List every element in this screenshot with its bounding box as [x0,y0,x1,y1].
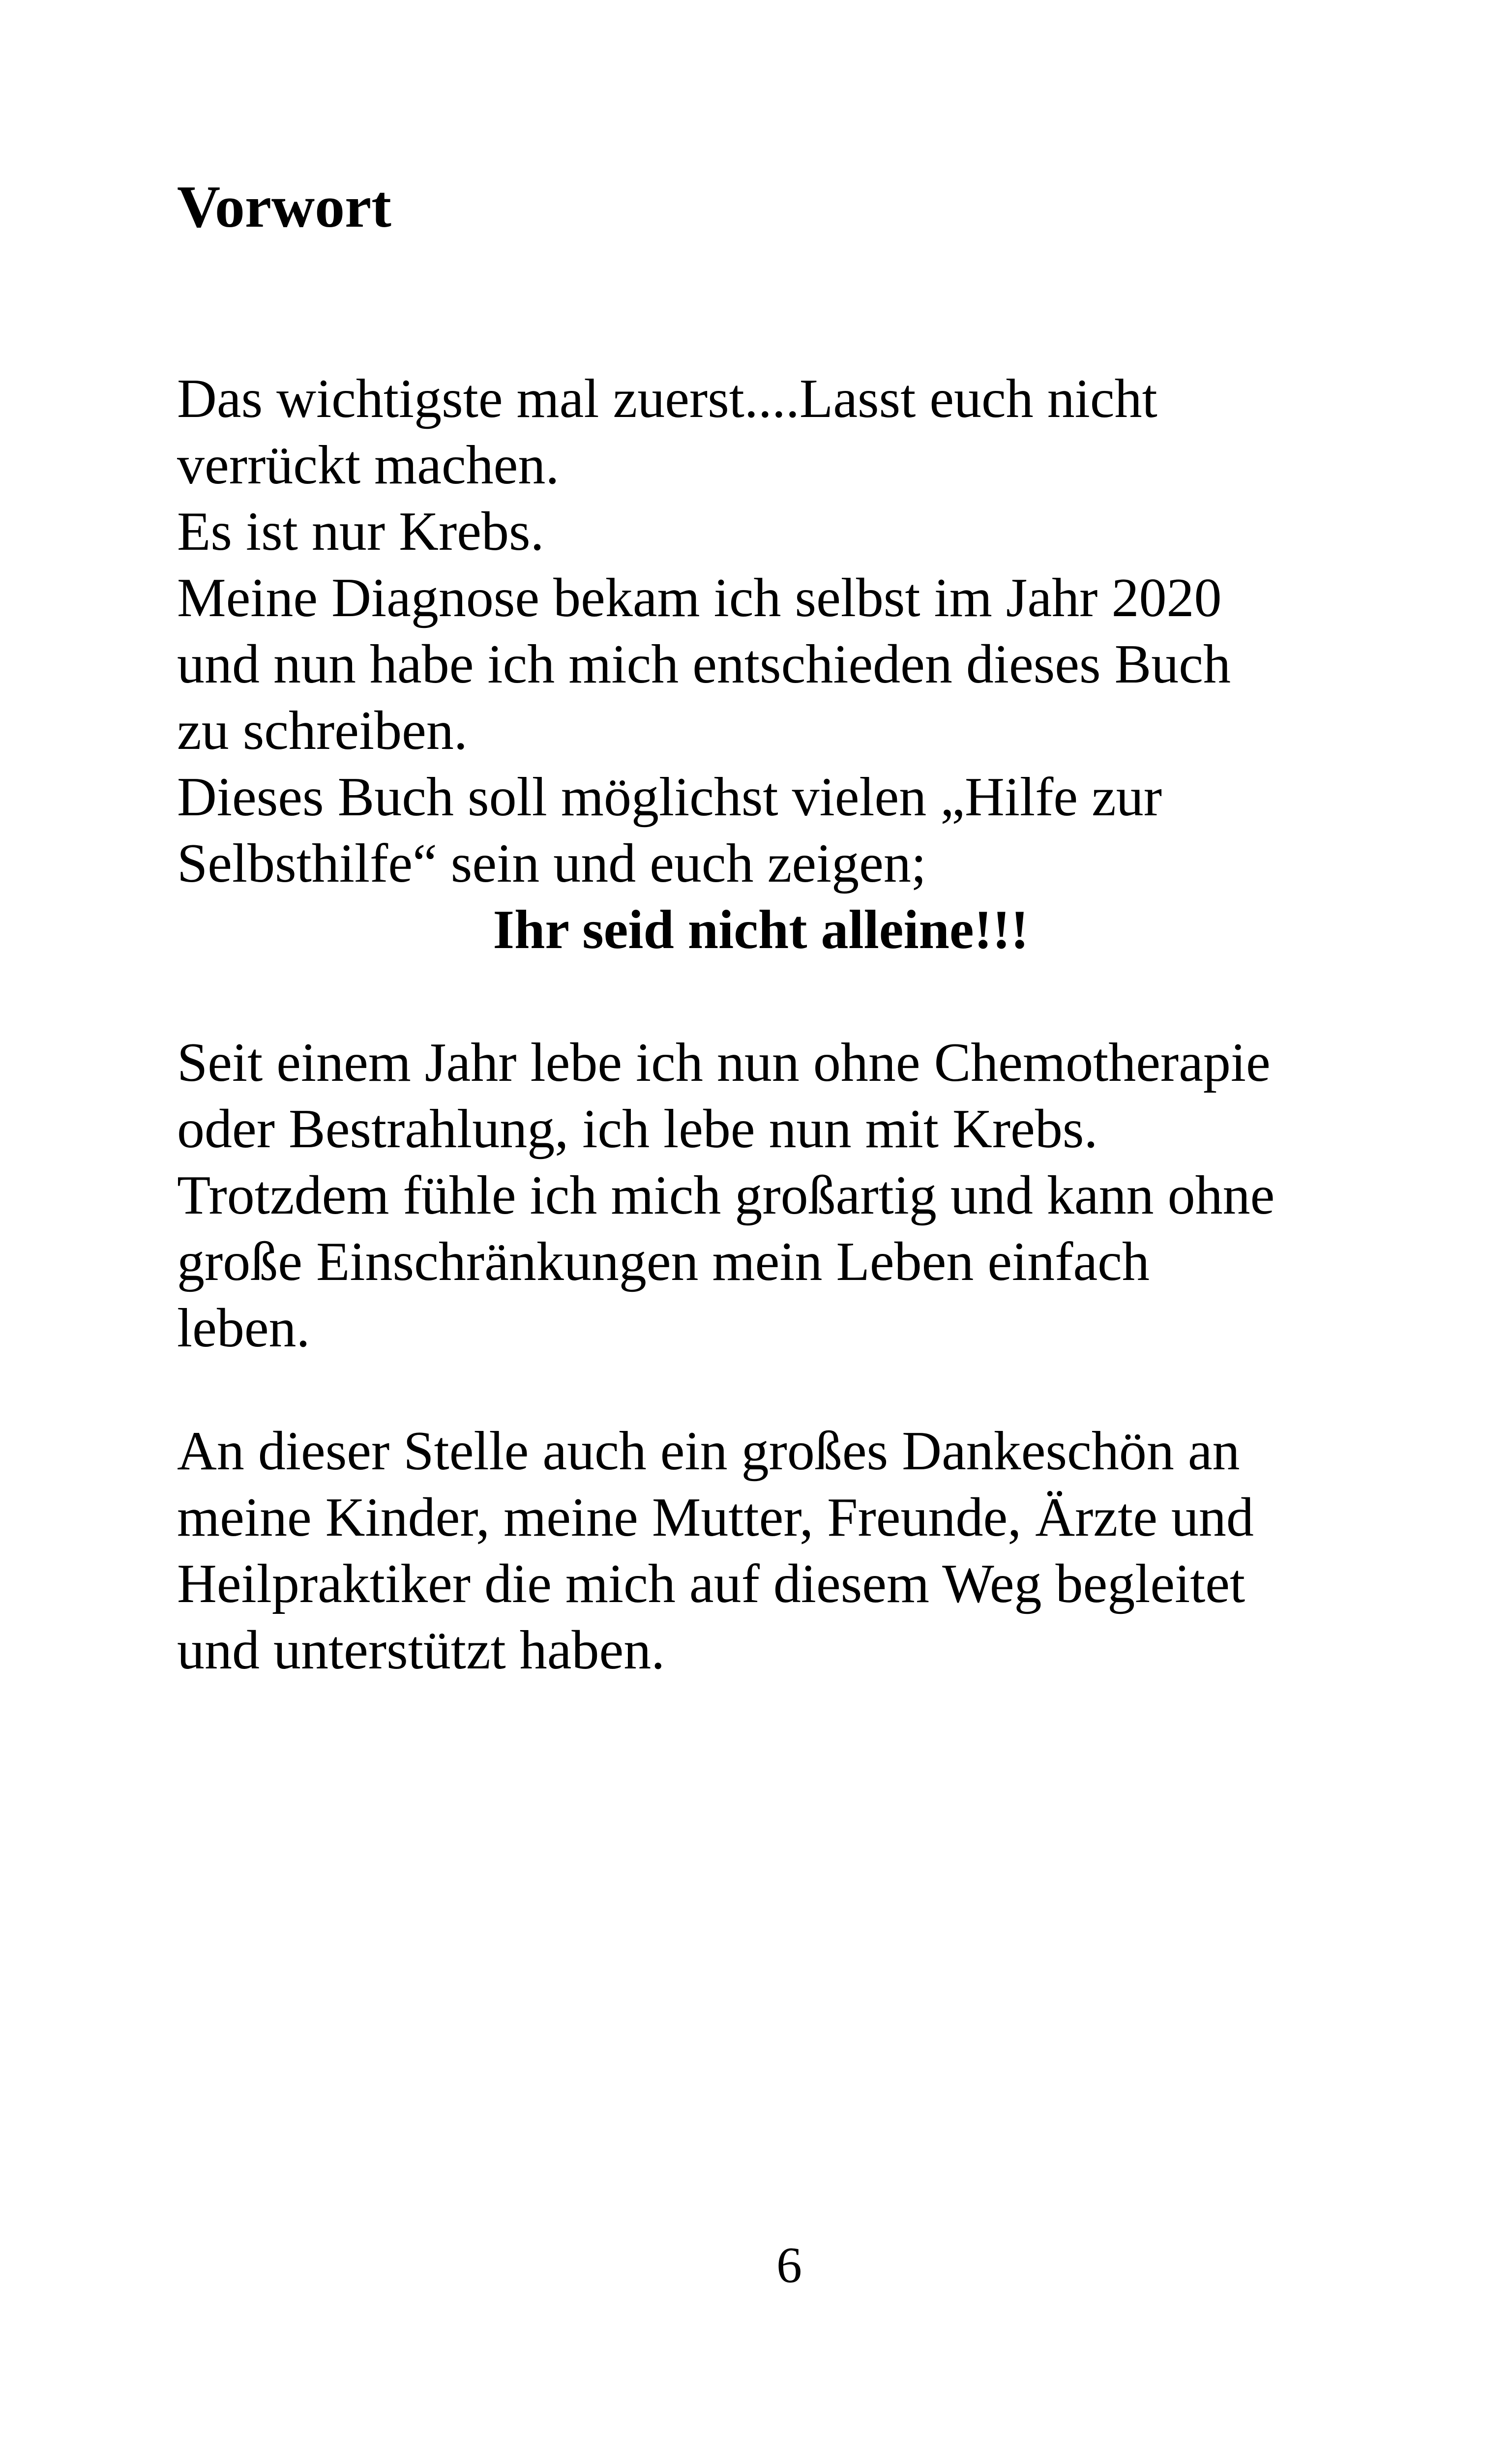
paragraph-3-line-4: und unterstützt haben. [177,1620,665,1681]
emphasis-line: Ihr seid nicht alleine!!! [493,899,1029,960]
paragraph-2-line-5: leben. [177,1298,310,1359]
page-title: Vorwort [177,174,391,240]
paragraph-1-line-5: und nun habe ich mich entschieden dieses Buch [177,634,1231,695]
paragraph-1-line-8: Selbsthilfe“ sein und euch zeigen; [177,833,926,894]
page-number: 6 [776,2237,802,2293]
paragraph-1-line-2: verrückt machen. [177,435,560,496]
paragraph-2-line-4: große Einschränkungen mein Leben einfach [177,1231,1150,1292]
paragraph-2-line-1: Seit einem Jahr lebe ich nun ohne Chemotherapie [177,1032,1271,1093]
paragraph-3-line-1: An dieser Stelle auch ein großes Dankeschön an [177,1421,1240,1482]
paragraph-2-line-2: oder Bestrahlung, ich lebe nun mit Krebs. [177,1099,1098,1160]
paragraph-3-line-2: meine Kinder, meine Mutter, Freunde, Ärzte und [177,1487,1254,1548]
paragraph-2-line-3: Trotzdem fühle ich mich großartig und kann ohne [177,1165,1275,1226]
paragraph-1-line-3: Es ist nur Krebs. [177,501,544,562]
paragraph-3-line-3: Heilpraktiker die mich auf diesem Weg begleitet [177,1553,1245,1614]
paragraph-1-line-6: zu schreiben. [177,700,468,761]
paragraph-1-line-1: Das wichtigste mal zuerst....Lasst euch nicht [177,368,1157,429]
paragraph-1-line-4: Meine Diagnose bekam ich selbst im Jahr 2020 [177,567,1222,628]
paragraph-1-line-7: Dieses Buch soll möglichst vielen „Hilfe zur [177,767,1162,828]
